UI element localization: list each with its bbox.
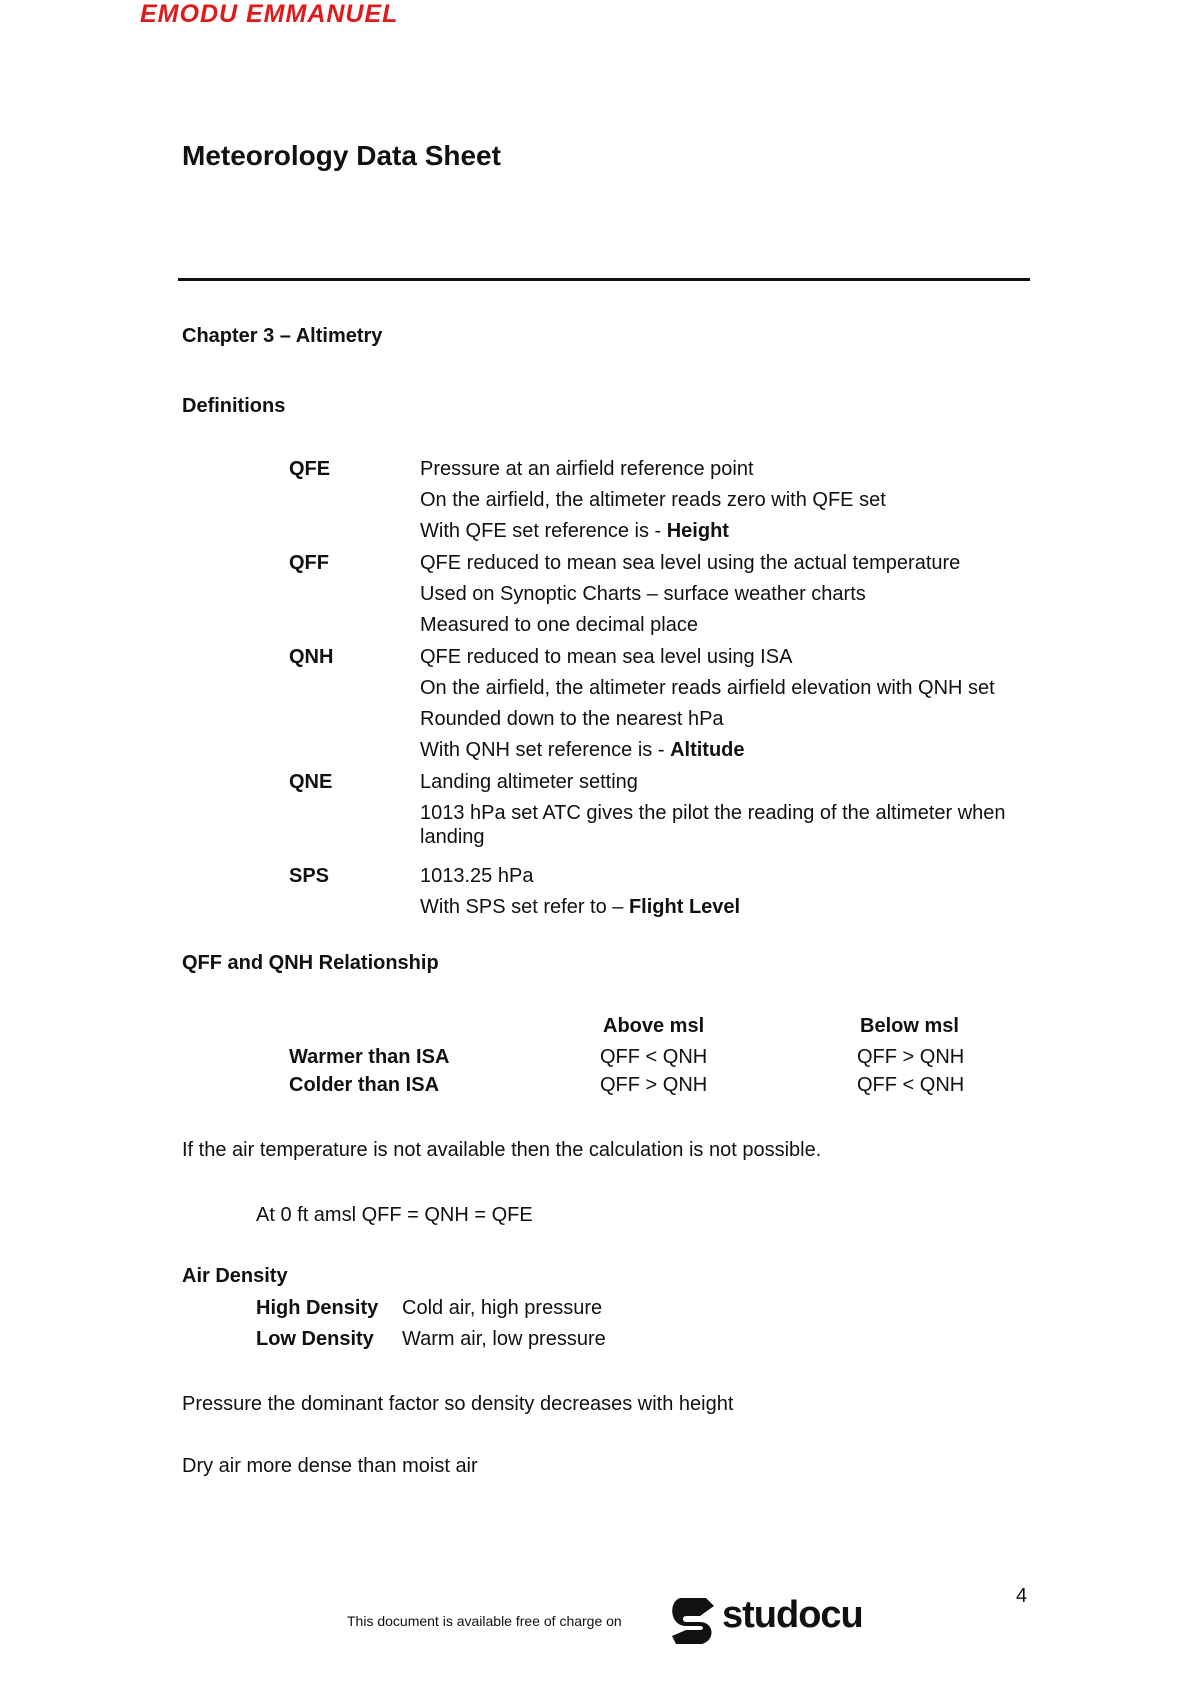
cell-warmer-below: QFF > QNH xyxy=(857,1046,965,1068)
definition-line: Landing altimeter setting xyxy=(420,771,638,793)
density-label-low: Low Density xyxy=(256,1328,374,1350)
term-qff: QFF xyxy=(289,552,329,574)
page-number: 4 xyxy=(1016,1585,1028,1607)
definitions-heading: Definitions xyxy=(182,395,286,417)
cell-colder-above: QFF > QNH xyxy=(600,1074,708,1096)
definition-line: 1013.25 hPa xyxy=(420,865,534,887)
relationship-equation: At 0 ft amsl QFF = QNH = QFE xyxy=(256,1204,533,1226)
reference-prefix: With QNH set reference is - xyxy=(420,739,671,761)
title-divider xyxy=(178,278,1030,281)
column-header-below: Below msl xyxy=(860,1015,959,1037)
relationship-note: If the air temperature is not available then the calculation is not possible. xyxy=(182,1139,822,1161)
studocu-logo-icon xyxy=(666,1594,720,1648)
definition-line: Rounded down to the nearest hPa xyxy=(420,708,724,730)
row-label-colder: Colder than ISA xyxy=(289,1074,440,1096)
reference-value: Altitude xyxy=(670,739,745,761)
reference-value: Height xyxy=(666,520,729,542)
definition-reference xyxy=(420,520,729,543)
definition-line: QFE reduced to mean sea level using ISA xyxy=(420,646,793,668)
cell-colder-below: QFF < QNH xyxy=(857,1074,965,1096)
density-desc-high: Cold air, high pressure xyxy=(402,1297,603,1319)
definition-reference xyxy=(420,739,745,762)
definition-line: Measured to one decimal place xyxy=(420,614,698,636)
term-qfe: QFE xyxy=(289,458,331,480)
relationship-heading: QFF and QNH Relationship xyxy=(182,952,439,974)
air-density-heading: Air Density xyxy=(182,1265,288,1287)
watermark: EMODU EMMANUEL xyxy=(140,0,399,28)
density-label-high: High Density xyxy=(256,1297,379,1319)
term-qnh: QNH xyxy=(289,646,334,668)
density-statement: Pressure the dominant factor so density decreases with height xyxy=(182,1393,734,1415)
density-statement: Dry air more dense than moist air xyxy=(182,1455,478,1477)
definition-line: Used on Synoptic Charts – surface weather charts xyxy=(420,583,866,605)
reference-prefix: With SPS set refer to – xyxy=(420,896,629,918)
definition-line: landing xyxy=(420,826,485,848)
page-title: Meteorology Data Sheet xyxy=(182,140,501,171)
term-qne: QNE xyxy=(289,771,333,793)
cell-warmer-above: QFF < QNH xyxy=(600,1046,708,1068)
column-header-above: Above msl xyxy=(603,1015,705,1037)
term-sps: SPS xyxy=(289,865,330,887)
reference-prefix: With QFE set reference is - xyxy=(420,520,667,542)
definition-line: On the airfield, the altimeter reads zero with QFE set xyxy=(420,489,886,511)
chapter-heading: Chapter 3 – Altimetry xyxy=(182,325,383,347)
row-label-warmer: Warmer than ISA xyxy=(289,1046,450,1068)
definition-line: 1013 hPa set ATC gives the pilot the reading of the altimeter when xyxy=(420,802,1006,824)
reference-value: Flight Level xyxy=(628,896,741,918)
density-desc-low: Warm air, low pressure xyxy=(402,1328,606,1350)
definition-line: On the airfield, the altimeter reads airfield elevation with QNH set xyxy=(420,677,995,699)
definition-reference xyxy=(420,896,740,919)
studocu-brand[interactable]: studocu xyxy=(722,1594,863,1636)
definition-line: Pressure at an airfield reference point xyxy=(420,458,754,480)
footer-text: This document is available free of charge on xyxy=(347,1613,622,1629)
definition-line: QFE reduced to mean sea level using the actual temperature xyxy=(420,552,961,574)
